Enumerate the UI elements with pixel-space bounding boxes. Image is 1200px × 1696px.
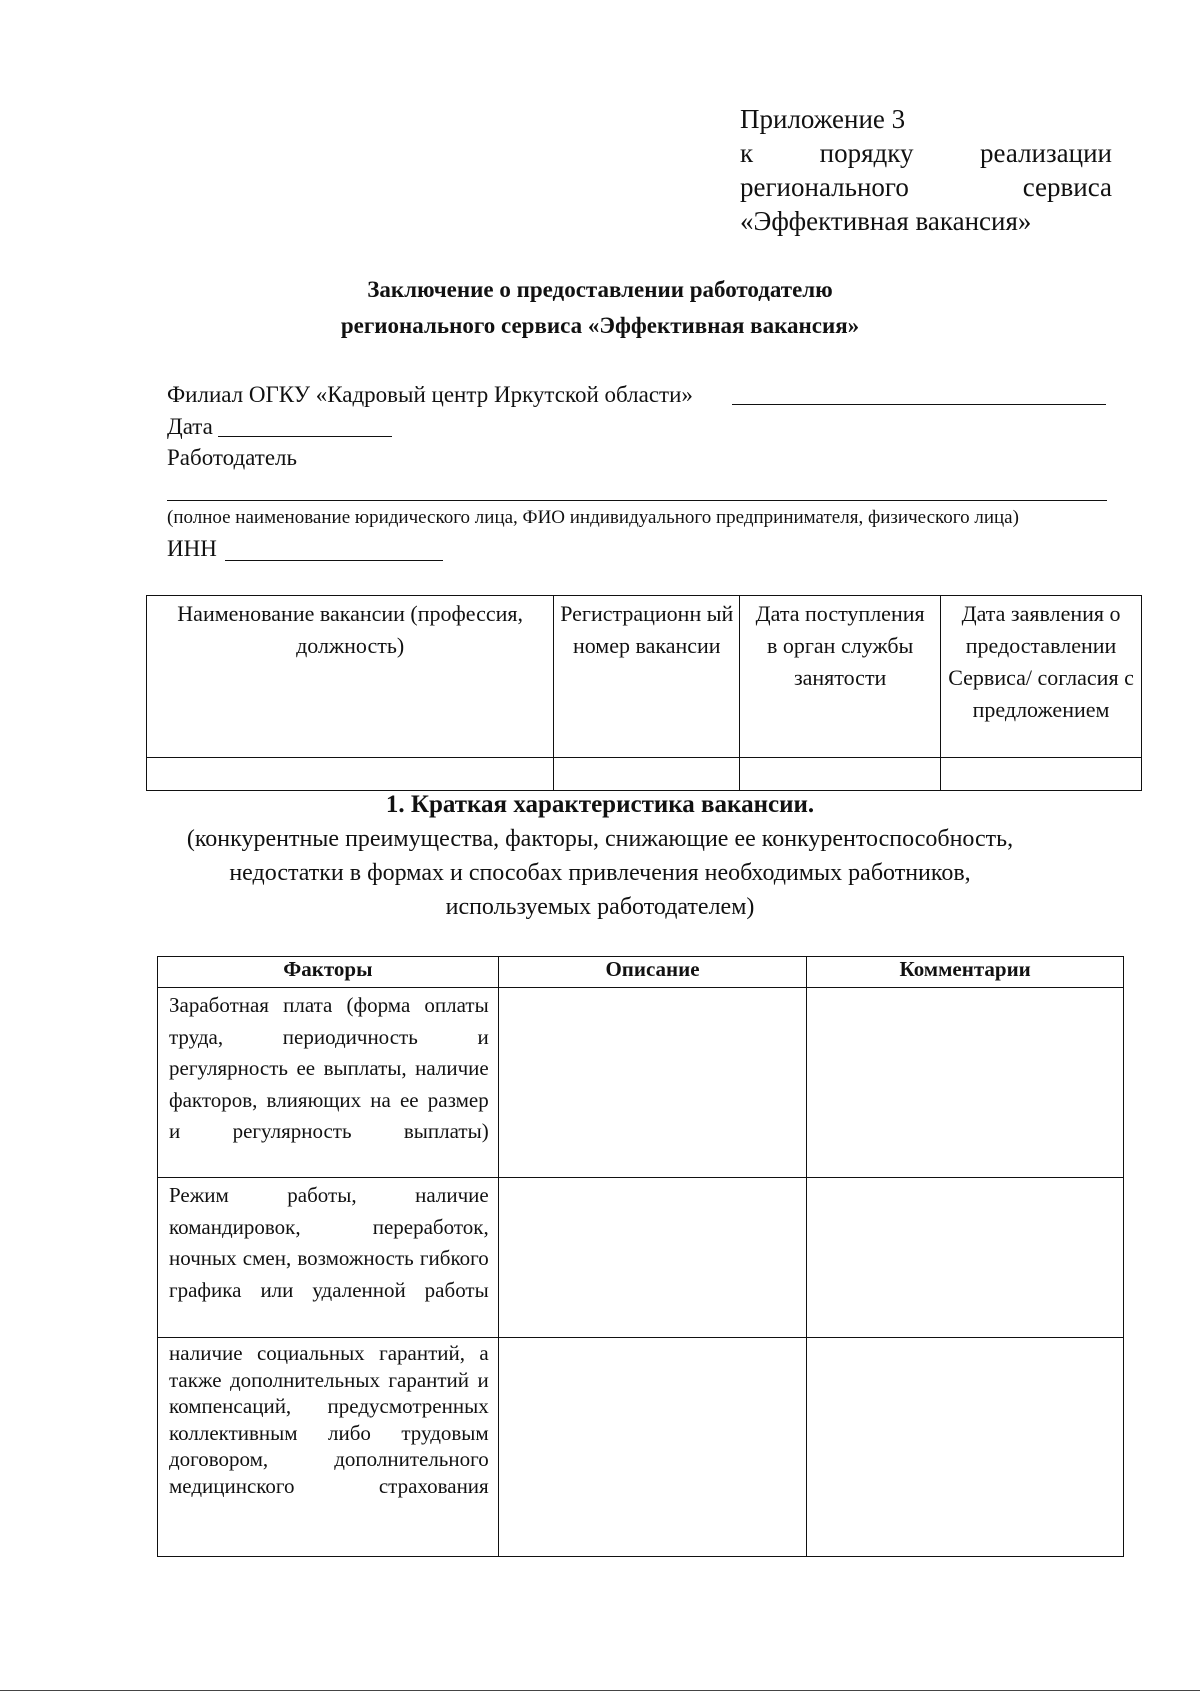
- page-bottom-rule: [0, 1690, 1200, 1691]
- appendix-reference: [740, 102, 1112, 238]
- section-1-title: 1. Краткая характеристика вакансии.: [385, 791, 815, 818]
- appendix-word: порядку: [819, 138, 914, 168]
- appendix-line-2: [740, 136, 1112, 170]
- comments-cell[interactable]: [807, 988, 1124, 1178]
- factors-table: [157, 956, 1124, 1557]
- factors-table-header-row: [158, 957, 1124, 988]
- title-line-1: Заключение о предоставлении работодателю: [367, 277, 833, 302]
- inn-field-line[interactable]: [225, 560, 443, 561]
- description-cell[interactable]: [498, 1178, 807, 1338]
- branch-label: Филиал ОГКУ «Кадровый центр Иркутской области»: [167, 382, 693, 407]
- date-field-line[interactable]: [218, 436, 392, 437]
- appendix-number: Приложение 3: [740, 104, 906, 134]
- vacancy-table: [146, 595, 1142, 791]
- section-1-subtitle: [0, 822, 1200, 924]
- branch-field-line[interactable]: [732, 404, 1106, 405]
- appendix-word: сервиса: [1022, 172, 1112, 202]
- description-cell[interactable]: [498, 1338, 807, 1557]
- table-row: [158, 988, 1124, 1178]
- table-row: [158, 1338, 1124, 1557]
- vacancy-reg-number-cell[interactable]: [554, 758, 740, 791]
- appendix-line-4: «Эффективная вакансия»: [740, 206, 1032, 236]
- factor-work-schedule: Режим работы, наличие командировок, переработок, ночных смен, возможность гибкого графика или удаленной работы: [158, 1178, 499, 1338]
- factors-header-comments: Комментарии: [807, 957, 1124, 988]
- factors-header-description: Описание: [498, 957, 807, 988]
- vacancy-table-header-row: [147, 596, 1142, 758]
- description-cell[interactable]: [498, 988, 807, 1178]
- vacancy-header-application-date: Дата заявления о предоставлении Сервиса/ согласия с предложением: [941, 596, 1142, 758]
- vacancy-name-cell[interactable]: [147, 758, 554, 791]
- factors-header-factors: Факторы: [158, 957, 499, 988]
- appendix-word: к: [740, 138, 754, 168]
- employer-field-line[interactable]: [167, 500, 1107, 501]
- appendix-line-3: [740, 170, 1112, 204]
- date-label: Дата: [167, 414, 213, 439]
- factor-salary: Заработная плата (форма оплаты труда, периодичность и регулярность ее выплаты, наличие факторов, влияющих на ее размер и регулярность выплаты): [158, 988, 499, 1178]
- employer-field-note: (полное наименование юридического лица, ФИО индивидуального предпринимателя, физического лица): [167, 507, 1019, 528]
- employer-label: Работодатель: [167, 445, 298, 470]
- vacancy-table-input-row: [147, 758, 1142, 791]
- factor-social-guarantees: наличие социальных гарантий, а также дополнительных гарантий и компенсаций, предусмотренных коллективным либо трудовым договором, дополнительного медицинского страхования: [158, 1338, 499, 1557]
- section-1-subtitle-line: используемых работодателем): [445, 894, 755, 920]
- vacancy-application-date-cell[interactable]: [941, 758, 1142, 791]
- vacancy-header-reg-number: Регистрационн ый номер вакансии: [554, 596, 740, 758]
- appendix-word: регионального: [740, 172, 909, 202]
- comments-cell[interactable]: [807, 1338, 1124, 1557]
- appendix-word: реализации: [980, 138, 1112, 168]
- comments-cell[interactable]: [807, 1178, 1124, 1338]
- section-1-subtitle-line: (конкурентные преимущества, факторы, снижающие ее конкурентоспособность,: [186, 826, 1014, 852]
- vacancy-header-receipt-date: Дата поступления в орган службы занятости: [740, 596, 941, 758]
- vacancy-header-name: Наименование вакансии (профессия, должность): [147, 596, 554, 758]
- title-line-2: регионального сервиса «Эффективная вакансия»: [340, 313, 860, 338]
- table-row: [158, 1178, 1124, 1338]
- vacancy-receipt-date-cell[interactable]: [740, 758, 941, 791]
- inn-label: ИНН: [167, 536, 217, 561]
- document-title: [0, 272, 1200, 344]
- section-1-subtitle-line: недостатки в формах и способах привлечения необходимых работников,: [229, 860, 971, 886]
